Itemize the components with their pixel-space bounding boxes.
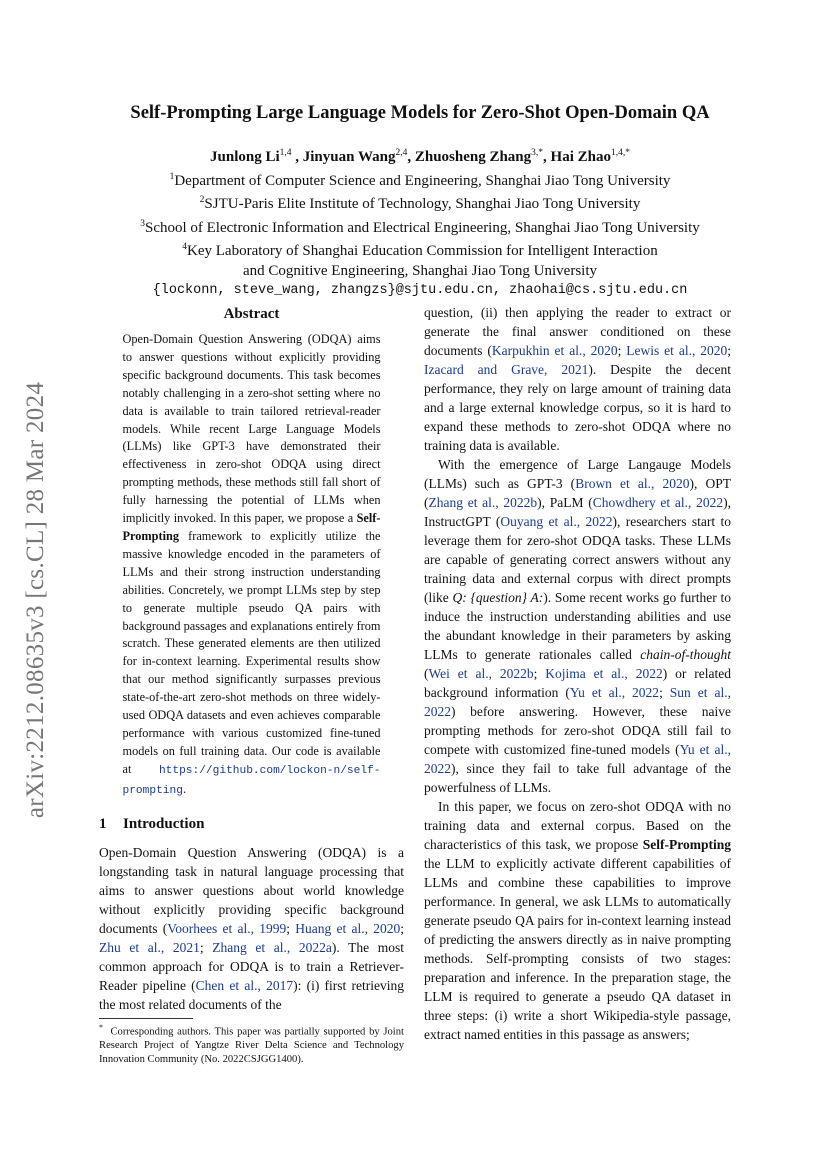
footnote-mark: * <box>99 1023 103 1032</box>
abstract-heading: Abstract <box>223 306 280 322</box>
affiliation-text: Department of Computer Science and Engineering, Shanghai Jiao Tong University <box>174 172 671 189</box>
affiliation-text: School of Electronic Information and Electrical Engineering, Shanghai Jiao Tong University <box>144 219 700 236</box>
author-affiliation-marker: 1,4,* <box>610 148 630 158</box>
intro-paragraph-1-continued: question, (ii) then applying the reader to extract or generate the final answer conditioned on these documents (Karpukhin et al., 2020; Lewis et al., 2020; Izacard and Grave, 2021). Despite the decent performance, they rely on large amount of training data and a large external knowledge corpus, so it is hard to expand these methods to zero-shot ODQA where no training data is available. <box>424 305 731 453</box>
footnote-text: Corresponding authors. This paper was partially supported by Joint Research Project of Yangtze River Delta Science and Technology Innovation Community (No. 2022CSJGG1400). <box>99 1026 404 1065</box>
arxiv-identifier <box>6 330 66 870</box>
affiliation-text: and Cognitive Engineering, Shanghai Jiao Tong University <box>242 262 598 279</box>
footnote <box>99 1021 404 1066</box>
citation-link[interactable]: Brown et al., 2020 <box>575 476 690 491</box>
citation-link[interactable]: Lewis et al., 2020 <box>626 343 728 358</box>
author-affiliation-marker: 1,4 <box>279 148 292 158</box>
citation-link[interactable]: Zhang et al., 2022b <box>428 495 538 510</box>
code-repository-link[interactable]: https://github.com/lockon-n/self-prompting <box>122 764 381 797</box>
intro-paragraph-2: With the emergence of Large Langauge Models (LLMs) such as GPT-3 (Brown et al., 2020), OPT (Zhang et al., 2022b), PaLM (Chowdhery et al., 2022), InstructGPT (Ouyang et al., 2022), researchers start to leverage them for zero-shot ODQA tasks. These LLMs are capable of generating correct answers without any training data and external corpus with direct prompts (like Q: {question} A:). Some recent works go further to induce the instruction understanding abilities and use the abundant knowledge in their parameters by asking LLMs to generate rationales called chain-of-thought (Wei et al., 2022b; Kojima et al., 2022) or related background information (Yu et al., 2022; Sun et al., 2022) before answering. However, these naive prompting methods for zero-shot ODQA still fail to compete with customized fine-tuned models (Yu et al., 2022), since they fail to take full advantage of the powerfulness of LLMs. <box>424 457 732 795</box>
emphasis-bold: Self-Prompting <box>642 837 731 852</box>
affiliation-marker: 2 <box>199 195 205 205</box>
author-block <box>80 144 760 301</box>
affiliation <box>80 238 760 262</box>
citation-link[interactable]: Ouyang et al., 2022 <box>500 514 613 529</box>
author-name: Hai Zhao <box>550 149 611 165</box>
author-emails: {lockonn, steve_wang, zhangzs}@sjtu.edu.cn, zhaohai@cs.sjtu.edu.cn <box>152 283 688 298</box>
citation-link[interactable]: Sun et al., 2022 <box>424 685 731 719</box>
citation-link[interactable]: Yu et al., 2022 <box>569 685 660 700</box>
emphasis-italic: Q: {question} A: <box>452 590 544 605</box>
emphasis-bold: Self-Prompting <box>122 511 381 543</box>
author-name: Junlong Li <box>210 149 280 165</box>
affiliation <box>80 215 760 239</box>
author-name: Jinyuan Wang <box>302 149 396 165</box>
abstract-text: Open-Domain Question Answering (ODQA) aims to answer questions without explicitly providing specific background documents. This task becomes notably challenging in a zero-shot setting where no data is available to train tailored retrieval-reader models. While recent Large Language Models (LLMs) like GPT-3 have demonstrated their effectiveness in zero-shot ODQA using direct prompting methods, these methods still fall short of fully harnessing the potential of LLMs when implicitly invoked. In this paper, we propose a Self-Prompting framework to explicitly utilize the massive knowledge encoded in the parameters of LLMs and their strong instruction understanding abilities. Concretely, we prompt LLMs step by step to generate multiple pseudo QA pairs with background passages and explanations entirely from scratch. These generated elements are then utilized for in-context learning. Experimental results show that our method significantly surpasses previous state-of-the-art zero-shot methods on three widely-used ODQA datasets and even achieves comparable performance with various customized fine-tuned models on full training data. Our code is available at https://github.com/lockon-n/self-prompting. <box>122 332 381 797</box>
citation-link[interactable]: Yu et al., 2022 <box>424 742 731 776</box>
footnote-rule <box>99 1018 193 1019</box>
citation-link[interactable]: Chen et al., 2017 <box>195 977 294 993</box>
arxiv-id-text: arXiv:2212.08635v3 [cs.CL] 28 Mar 2024 <box>22 381 49 819</box>
section-number: 1 <box>99 815 107 832</box>
citation-link[interactable]: Karpukhin et al., 2020 <box>491 343 618 358</box>
section-heading-introduction <box>99 815 404 834</box>
affiliation <box>80 191 760 215</box>
affiliation <box>80 168 760 192</box>
author-affiliation-marker: 3,* <box>531 148 544 158</box>
affiliation-marker: 3 <box>140 218 145 229</box>
author-list: Junlong Li$^{1,4}$ , Jinyuan Wang$^{2,4}$, Zhuosheng Zhang$^{3,*}$, Hai Zhao$^{1,4,*}$ <box>210 148 630 165</box>
author-name: Zhuosheng Zhang <box>414 149 532 165</box>
citation-link[interactable]: Zhang et al., 2022a <box>212 939 332 955</box>
affiliation-marker: 4 <box>182 242 188 252</box>
affiliation-marker: 1 <box>169 171 175 182</box>
right-column <box>424 303 731 1044</box>
left-column <box>99 305 404 1014</box>
citation-link[interactable]: Huang et al., 2020 <box>295 920 401 936</box>
citation-link[interactable]: Zhu et al., 2021 <box>99 939 200 955</box>
emphasis-italic: chain-of-thought <box>640 647 731 662</box>
affiliation-list <box>80 168 760 282</box>
citation-link[interactable]: Izacard and Grave, 2021 <box>424 362 589 377</box>
paper-title: Self-Prompting Large Language Models for Zero-Shot Open-Domain QA <box>130 103 710 123</box>
affiliation-text: SJTU-Paris Elite Institute of Technology, Shanghai Jiao Tong University <box>204 196 641 212</box>
affiliation-text: Key Laboratory of Shanghai Education Commission for Intelligent Interaction <box>187 243 658 259</box>
author-affiliation-marker: 2,4 <box>395 148 408 158</box>
affiliation <box>80 262 760 282</box>
citation-link[interactable]: Kojima et al., 2022 <box>545 666 663 681</box>
section-title: Introduction <box>123 815 205 832</box>
citation-link[interactable]: Chowdhery et al., 2022 <box>592 495 724 510</box>
citation-link[interactable]: Wei et al., 2022b <box>428 666 534 681</box>
intro-paragraph-1: Open-Domain Question Answering (ODQA) is a longstanding task in natural language processing that aims to answer questions about world knowledge without explicitly providing specific background documents (Voorhees et al., 1999; Huang et al., 2020; Zhu et al., 2021; Zhang et al., 2022a). The most common approach for ODQA is to train a Retriever-Reader pipeline (Chen et al., 2017): (i) first retrieving the most related documents of the <box>99 844 405 1012</box>
citation-link[interactable]: Voorhees et al., 1999 <box>167 920 287 936</box>
intro-paragraph-3: In this paper, we focus on zero-shot ODQA with no training data and external corpus. Based on the characteristics of this task, we propose Self-Prompting the LLM to explicitly activate different capabilities of LLMs and combine these capabilities to improve performance. In general, we ask LLMs to automatically generate pseudo QA pairs for in-context learning instead of predicting the answers directly as in naive prompting methods. Self-prompting consists of two stages: preparation and inference. In the preparation stage, the LLM is required to generate a pseudo QA dataset in three steps: (i) write a short Wikipedia-style passage, extract named entities in this passage as answers; <box>424 799 731 1042</box>
